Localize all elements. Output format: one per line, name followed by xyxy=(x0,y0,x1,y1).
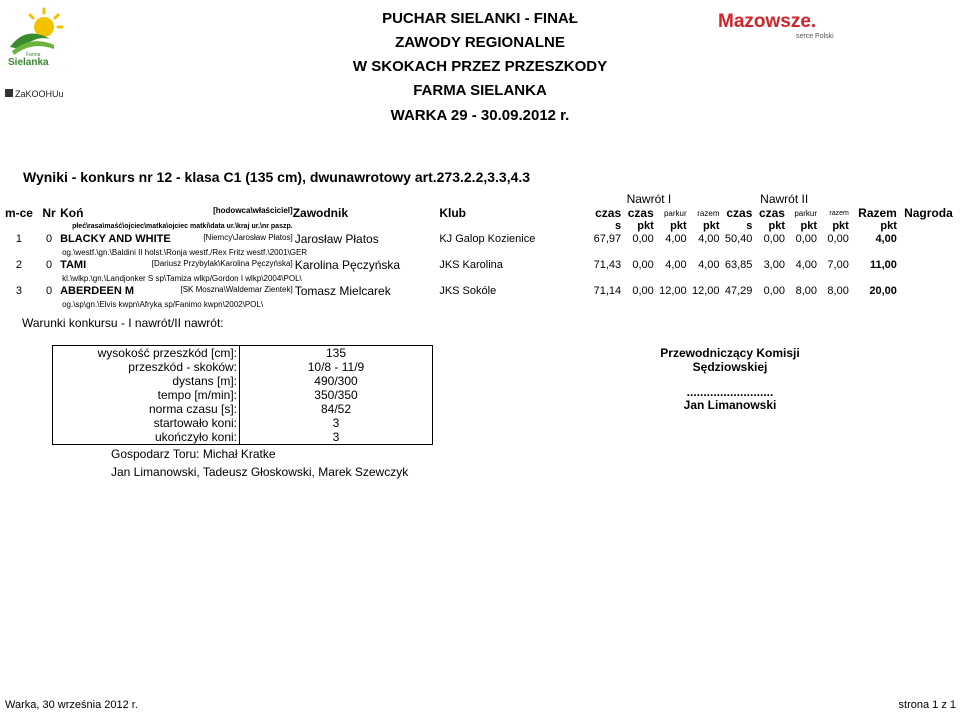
col-nr: Nr xyxy=(42,206,56,220)
club-cell: KJ Galop Kozienice xyxy=(439,233,536,245)
spacer-cell xyxy=(0,246,38,258)
event-subtitle: ZAWODY REGIONALNE xyxy=(395,34,565,51)
spacer-cell xyxy=(435,246,578,258)
unit-pkt-6: pkt xyxy=(832,220,849,232)
spacer-cell xyxy=(38,272,60,284)
place-cell: 2 xyxy=(15,259,23,271)
conditions-table xyxy=(52,345,433,445)
spacer-cell xyxy=(720,246,753,258)
spacer-cell xyxy=(897,246,960,258)
number-cell: 0 xyxy=(45,259,53,271)
spacer-cell xyxy=(621,298,654,310)
score-cell-p1: 4,00 xyxy=(665,233,687,245)
rider-cell: Jarosław Płatos xyxy=(294,232,379,246)
col-klub: Klub xyxy=(439,206,466,220)
score-cell-r1: 4,00 xyxy=(698,259,720,271)
horse-name: BLACKY AND WHITE xyxy=(60,233,171,245)
spacer-cell xyxy=(817,272,849,284)
condition-value: 135 xyxy=(240,346,433,361)
unit-s-2: s xyxy=(746,220,753,232)
spacer-cell xyxy=(785,246,817,258)
table-row-detail xyxy=(0,298,960,310)
score-cell-p2: 0,00 xyxy=(795,233,818,245)
col-parkur-1: parkur xyxy=(663,208,687,218)
condition-row xyxy=(53,374,433,388)
spacer-cell xyxy=(785,298,817,310)
score-cell-tp1: 0,00 xyxy=(632,233,654,245)
col-czas-2: czas xyxy=(726,206,753,220)
horse-details: kl.\wlkp.\gn.\Landjonker S sp\Tamiza wlkp/Gordon I wlkp\2004\POL\ xyxy=(62,273,302,283)
prize-cell xyxy=(897,258,960,272)
number-cell: 0 xyxy=(45,285,53,297)
score-cell-r2: 0,00 xyxy=(827,233,849,245)
col-zawodnik: Zawodnik xyxy=(292,206,349,220)
col-kon-sub: płeć\rasa\maść\ojciec\matka\ojciec matki\data ur.\kraj ur.\nr paszp. xyxy=(72,222,293,230)
score-cell-r2: 8,00 xyxy=(827,285,849,297)
score-cell-r2: 7,00 xyxy=(827,259,849,271)
horse-cell xyxy=(60,258,293,272)
prize-cell xyxy=(897,232,960,246)
score-cell-t1: 67,97 xyxy=(593,233,622,245)
horse-details: og.\sp\gn.\Elvis kwpn\Afryka sp/Fanimo kwpn\2002\POL\ xyxy=(62,299,264,309)
condition-row xyxy=(53,416,433,430)
spacer-cell xyxy=(0,298,38,310)
jury-title-2: Sędziowskiej xyxy=(692,360,768,374)
spacer-cell xyxy=(654,272,687,284)
score-cell-p2: 4,00 xyxy=(795,259,818,271)
spacer-cell xyxy=(687,272,720,284)
spacer-cell xyxy=(621,272,654,284)
horse-cell xyxy=(60,232,293,246)
col-kon: Koń [hodowca\właściciel] xyxy=(60,206,293,220)
header-row-units xyxy=(0,220,960,232)
club-cell: JKS Sokóle xyxy=(439,285,497,297)
col-razem-1: razem xyxy=(697,208,720,218)
condition-value: 84/52 xyxy=(240,402,433,416)
condition-label: przeszkód - skoków: xyxy=(53,360,240,374)
total-cell: 4,00 xyxy=(875,233,897,245)
unit-s-1: s xyxy=(615,220,622,232)
number-cell: 0 xyxy=(45,233,53,245)
spacer-cell xyxy=(897,298,960,310)
spacer-cell xyxy=(435,298,578,310)
score-cell-t2: 47,29 xyxy=(724,285,753,297)
table-row-detail xyxy=(0,246,960,258)
condition-label: norma czasu [s]: xyxy=(53,402,240,416)
spacer-cell xyxy=(687,246,720,258)
spacer-cell xyxy=(578,272,621,284)
spacer-cell xyxy=(752,298,785,310)
spacer-cell xyxy=(435,272,578,284)
condition-row xyxy=(53,430,433,445)
condition-label: dystans [m]: xyxy=(53,374,240,388)
score-cell-t2: 50,40 xyxy=(724,233,753,245)
results-subtitle: Wyniki - konkurs nr 12 - klasa C1 (135 cm), dwunawrotowy art.273.2.2,3.3,4.3 xyxy=(23,169,531,185)
svg-text:serce Polski: serce Polski xyxy=(796,33,834,40)
spacer-cell xyxy=(849,298,897,310)
condition-label: wysokość przeszkód [cm]: xyxy=(53,346,240,361)
spacer-cell xyxy=(578,246,621,258)
table-row xyxy=(0,232,960,246)
jury-signature-line: .......................... xyxy=(686,385,774,399)
nawrot-2-header: Nawrót II xyxy=(760,192,809,206)
table-row xyxy=(0,258,960,272)
unit-pkt-2: pkt xyxy=(670,220,687,232)
conditions-label: Warunki konkursu - I nawrót/II nawrót: xyxy=(22,316,224,330)
svg-text:Sielanka: Sielanka xyxy=(8,57,49,67)
unit-pkt-1: pkt xyxy=(637,220,654,232)
horse-owner: [Niemcy\Jarosław Płatos] xyxy=(203,233,293,242)
condition-label: ukończyło koni: xyxy=(53,430,240,445)
place-cell: 3 xyxy=(15,285,23,297)
score-cell-p1: 12,00 xyxy=(659,285,687,297)
course-host: Gospodarz Toru: Michał Kratke xyxy=(111,447,276,461)
spacer-cell xyxy=(752,272,785,284)
place-cell: 1 xyxy=(15,233,23,245)
score-cell-t1: 71,14 xyxy=(593,285,622,297)
spacer-cell xyxy=(720,298,753,310)
spacer-cell xyxy=(817,298,849,310)
unit-pkt-5: pkt xyxy=(800,220,818,232)
rider-cell: Karolina Pęczyńska xyxy=(294,258,401,272)
table-row-detail xyxy=(0,272,960,284)
officials-list: Jan Limanowski, Tadeusz Głoskowski, Marek Szewczyk xyxy=(111,465,409,479)
event-venue: FARMA SIELANKA xyxy=(413,82,547,99)
score-cell-t1: 71,43 xyxy=(593,259,622,271)
spacer-cell xyxy=(654,298,687,310)
spacer-cell xyxy=(654,246,687,258)
horse-cell xyxy=(60,284,293,298)
score-cell-tp1: 0,00 xyxy=(632,259,654,271)
condition-row xyxy=(53,346,433,361)
score-cell-r1: 12,00 xyxy=(691,285,720,297)
horse-name: TAMI xyxy=(60,259,87,271)
col-nagroda: Nagroda xyxy=(904,206,953,220)
col-czas-1: czas xyxy=(595,206,622,220)
spacer-cell xyxy=(817,246,849,258)
jury-name: Jan Limanowski xyxy=(683,398,777,412)
col-czas-pkt-2: czas xyxy=(758,206,785,220)
unit-pkt-7: pkt xyxy=(880,220,897,232)
svg-text:Mazowsze.: Mazowsze. xyxy=(718,11,817,32)
spacer-cell xyxy=(621,246,654,258)
horse-name: ABERDEEN M xyxy=(60,285,135,297)
score-cell-tp1: 0,00 xyxy=(632,285,654,297)
condition-label: tempo [m/min]: xyxy=(53,388,240,402)
score-cell-tp2: 3,00 xyxy=(763,259,785,271)
horse-details: og.\westf.\gn.\Baldini II holst.\Ronja westf./Rex Fritz westf.\2001\GER xyxy=(62,247,308,257)
rider-cell: Tomasz Mielcarek xyxy=(294,284,391,298)
spacer-cell xyxy=(720,272,753,284)
condition-value: 10/8 - 11/9 xyxy=(240,360,433,374)
horse-owner: [SK Moszna\Waldemar Zientek] xyxy=(180,285,293,294)
unit-pkt-3: pkt xyxy=(703,220,720,232)
col-razem-2: razem xyxy=(829,209,849,217)
event-title: PUCHAR SIELANKI - FINAŁ xyxy=(382,10,578,27)
spacer-cell xyxy=(687,298,720,310)
event-date: WARKA 29 - 30.09.2012 r. xyxy=(390,107,570,124)
score-cell-tp2: 0,00 xyxy=(763,233,785,245)
condition-row xyxy=(53,360,433,374)
table-row xyxy=(0,284,960,298)
jury-title-1: Przewodniczący Komisji xyxy=(660,346,800,360)
results-table xyxy=(0,192,960,310)
spacer-cell xyxy=(0,272,38,284)
spacer-cell xyxy=(752,246,785,258)
nawrot-1-header: Nawrót I xyxy=(626,192,672,206)
condition-value: 3 xyxy=(240,416,433,430)
horse-owner: [Dariusz Przybylak\Karolina Pęczyńska] xyxy=(151,259,293,268)
total-cell: 20,00 xyxy=(869,285,897,297)
spacer-cell xyxy=(578,298,621,310)
score-cell-r1: 4,00 xyxy=(698,233,720,245)
col-czas-pkt-1: czas xyxy=(627,206,654,220)
condition-value: 490/300 xyxy=(240,374,433,388)
condition-value: 350/350 xyxy=(240,388,433,402)
prize-cell xyxy=(897,284,960,298)
spacer-cell xyxy=(38,298,60,310)
total-cell: 11,00 xyxy=(869,259,897,271)
spacer-cell xyxy=(897,272,960,284)
col-parkur-2: parkur xyxy=(794,208,818,218)
footer-place-date: Warka, 30 września 2012 r. xyxy=(5,699,138,711)
score-cell-tp2: 0,00 xyxy=(763,285,785,297)
svg-text:Farma: Farma xyxy=(26,52,41,58)
score-cell-p2: 8,00 xyxy=(795,285,818,297)
score-cell-p1: 4,00 xyxy=(665,259,687,271)
condition-row xyxy=(53,402,433,416)
header-row-main xyxy=(0,206,960,220)
results-rows xyxy=(0,232,960,310)
condition-label: startowało koni: xyxy=(53,416,240,430)
svg-text:ZaKOOHUu: ZaKOOHUu xyxy=(15,89,64,99)
spacer-cell xyxy=(849,272,897,284)
spacer-cell xyxy=(849,246,897,258)
unit-pkt-4: pkt xyxy=(768,220,785,232)
footer-page: strona 1 z 1 xyxy=(898,699,956,711)
club-cell: JKS Karolina xyxy=(439,259,503,271)
event-discipline: W SKOKACH PRZEZ PRZESZKODY xyxy=(352,58,608,75)
col-mce: m-ce xyxy=(4,206,33,220)
condition-row xyxy=(53,388,433,402)
condition-value: 3 xyxy=(240,430,433,445)
spacer-cell xyxy=(785,272,817,284)
col-razem-total: Razem xyxy=(858,206,897,220)
spacer-cell xyxy=(38,246,60,258)
score-cell-t2: 63,85 xyxy=(724,259,753,271)
header-row-nawrot xyxy=(0,192,960,206)
